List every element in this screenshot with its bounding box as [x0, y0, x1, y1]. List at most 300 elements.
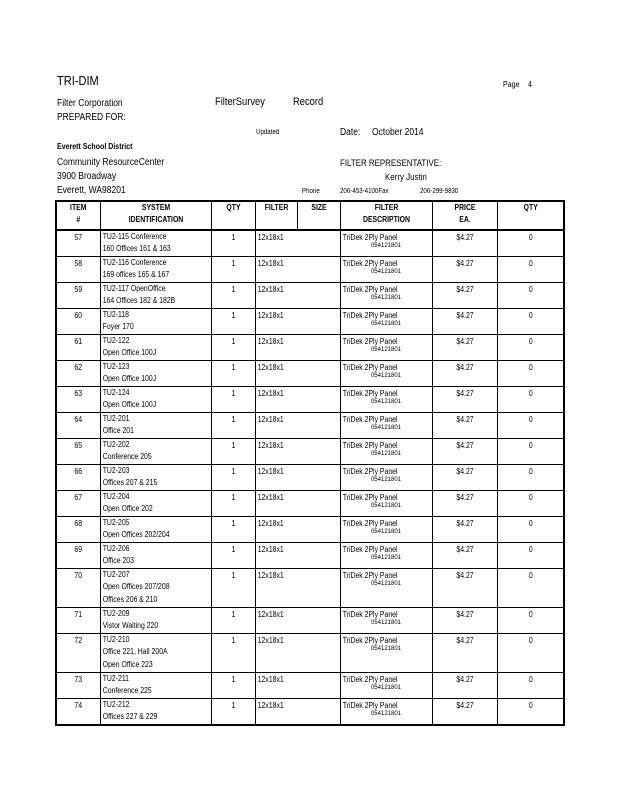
- system-identification: [100, 387, 211, 413]
- phone-label: Phone: [302, 188, 320, 195]
- price-text: $4.27: [455, 636, 474, 645]
- system-line: Conference 225: [102, 686, 152, 696]
- qty-text: 1: [231, 636, 235, 645]
- qty2-text: 0: [528, 467, 533, 476]
- description-text: TriDek 2Ply Panel: [342, 311, 398, 320]
- filter-size: [255, 361, 340, 387]
- filter-size: [255, 608, 340, 634]
- filter-size-text: 12x18x1: [257, 337, 284, 346]
- company-name: TRI-DIM: [57, 73, 99, 88]
- item-number-text: 65: [74, 441, 83, 450]
- price-each: [432, 413, 497, 439]
- col-header-qty2: QTY: [497, 201, 564, 230]
- system-line: TU2-212: [102, 700, 129, 709]
- price-each: [432, 543, 497, 569]
- system-line: Conference 205: [102, 452, 152, 462]
- system-line: Foyer 170: [102, 322, 134, 332]
- item-number-text: 59: [74, 285, 83, 294]
- qty2-text: 0: [528, 675, 533, 684]
- description-code: 054121801: [370, 425, 402, 432]
- col-header-description: FILTER DESCRIPTION: [340, 201, 432, 230]
- date-label: Date:: [340, 127, 361, 138]
- filter-size-text: 12x18x1: [257, 467, 284, 476]
- price-text: $4.27: [455, 493, 474, 502]
- system-line: Office 221, Hall 200A: [102, 647, 168, 657]
- description-code: 054121801: [370, 269, 402, 276]
- qty: [211, 335, 255, 361]
- filter-size: [255, 569, 340, 608]
- qty2-text: 0: [528, 311, 533, 320]
- filter-size: [255, 283, 340, 309]
- item-number: [56, 283, 100, 309]
- system-line: 169 offices 165 & 167: [102, 270, 169, 280]
- qty-text: 1: [231, 545, 235, 554]
- fax-number: 206-299-9830: [420, 188, 459, 195]
- item-number: [56, 335, 100, 361]
- item-number: [56, 309, 100, 335]
- system-line: TU2-202: [102, 440, 129, 449]
- table-row: [56, 257, 564, 283]
- system-line: Offices 207 & 215: [102, 478, 157, 488]
- qty-2: [497, 387, 564, 413]
- filter-description: [340, 634, 432, 673]
- filter-size: [255, 491, 340, 517]
- price-each: [432, 309, 497, 335]
- table-row: [56, 673, 564, 699]
- filter-size: [255, 634, 340, 673]
- item-number-text: 69: [74, 545, 83, 554]
- system-line: 164 Offices 182 & 182B: [102, 296, 175, 306]
- col-header-filter: FILTER: [255, 201, 297, 230]
- item-number: [56, 543, 100, 569]
- filter-size: [255, 309, 340, 335]
- qty2-text: 0: [528, 337, 533, 346]
- price-each: [432, 517, 497, 543]
- description-text: TriDek 2Ply Panel: [342, 363, 398, 372]
- filter-size-text: 12x18x1: [257, 545, 284, 554]
- price-text: $4.27: [455, 285, 474, 294]
- qty: [211, 387, 255, 413]
- price-each: [432, 569, 497, 608]
- system-line: Open Office 223: [102, 659, 153, 669]
- col-header-qty: QTY: [211, 201, 255, 230]
- item-number-text: 60: [74, 311, 83, 320]
- item-number-text: 70: [74, 571, 83, 580]
- date-value: October 2014: [372, 127, 424, 138]
- system-identification: [100, 230, 211, 257]
- rep-name: Kerry Justin: [385, 172, 427, 182]
- item-number: [56, 517, 100, 543]
- qty-text: 1: [231, 519, 235, 528]
- table-row: [56, 335, 564, 361]
- qty: [211, 673, 255, 699]
- filter-size-text: 12x18x1: [257, 610, 284, 619]
- description-code: 054121801: [370, 295, 402, 302]
- qty2-text: 0: [528, 545, 533, 554]
- company-subtitle: Filter Corporation: [57, 98, 123, 109]
- price-each: [432, 230, 497, 257]
- qty: [211, 413, 255, 439]
- price-each: [432, 608, 497, 634]
- item-number: [56, 673, 100, 699]
- filter-size-text: 12x18x1: [257, 519, 284, 528]
- page-number: 4: [528, 80, 532, 89]
- item-number-text: 63: [74, 389, 83, 398]
- item-number: [56, 439, 100, 465]
- price-text: $4.27: [455, 259, 474, 268]
- filter-size: [255, 387, 340, 413]
- survey-title: FilterSurvey: [215, 96, 265, 108]
- qty: [211, 361, 255, 387]
- qty-2: [497, 491, 564, 517]
- table-row: [56, 517, 564, 543]
- item-number-text: 72: [74, 636, 83, 645]
- qty: [211, 283, 255, 309]
- qty-2: [497, 634, 564, 673]
- description-code: 054121801: [370, 620, 402, 627]
- table-row: [56, 230, 564, 257]
- filter-description: [340, 230, 432, 257]
- filter-size-text: 12x18x1: [257, 571, 284, 580]
- qty: [211, 309, 255, 335]
- description-text: TriDek 2Ply Panel: [342, 233, 398, 242]
- item-number-text: 66: [74, 467, 83, 476]
- system-line: TU2-203: [102, 466, 129, 475]
- price-each: [432, 283, 497, 309]
- description-text: TriDek 2Ply Panel: [342, 545, 398, 554]
- qty-2: [497, 335, 564, 361]
- filter-size: [255, 413, 340, 439]
- filter-size-text: 12x18x1: [257, 441, 284, 450]
- description-code: 054121801: [370, 646, 402, 653]
- filter-size: [255, 543, 340, 569]
- price-text: $4.27: [455, 441, 474, 450]
- filter-size-text: 12x18x1: [257, 701, 284, 710]
- description-code: 054121801: [370, 451, 402, 458]
- filter-description: [340, 309, 432, 335]
- description-text: TriDek 2Ply Panel: [342, 259, 398, 268]
- system-identification: [100, 569, 211, 608]
- description-code: 054121801: [370, 503, 402, 510]
- filter-size-text: 12x18x1: [257, 493, 284, 502]
- description-text: TriDek 2Ply Panel: [342, 610, 398, 619]
- system-line: TU2-117 OpenOffice: [102, 284, 166, 293]
- system-line: TU2-123: [102, 362, 129, 371]
- description-code: 054121801: [370, 477, 402, 484]
- filter-description: [340, 517, 432, 543]
- qty-text: 1: [231, 571, 235, 580]
- item-number: [56, 569, 100, 608]
- col-header-price: PRICE EA.: [432, 201, 497, 230]
- description-text: TriDek 2Ply Panel: [342, 415, 398, 424]
- qty-2: [497, 699, 564, 726]
- system-line: Offices 227 & 229: [102, 712, 157, 722]
- filter-description: [340, 543, 432, 569]
- qty-2: [497, 569, 564, 608]
- address-line-3: Everett, WA98201: [57, 185, 126, 196]
- item-number: [56, 257, 100, 283]
- price-text: $4.27: [455, 311, 474, 320]
- address-line-2: 3900 Broadway: [57, 171, 117, 182]
- price-each: [432, 673, 497, 699]
- qty-text: 1: [231, 441, 235, 450]
- qty2-text: 0: [528, 285, 533, 294]
- filter-size: [255, 335, 340, 361]
- description-code: 054121801: [370, 581, 402, 588]
- filter-size: [255, 439, 340, 465]
- table-row: [56, 569, 564, 608]
- item-number-text: 64: [74, 415, 83, 424]
- phone-fax: 206-453-4100Fax: [340, 188, 389, 195]
- description-text: TriDek 2Ply Panel: [342, 389, 398, 398]
- qty-text: 1: [231, 285, 235, 294]
- system-identification: [100, 634, 211, 673]
- qty-text: 1: [231, 337, 235, 346]
- col-header-system: SYSTEM IDENTIFICATION: [100, 201, 211, 230]
- description-text: TriDek 2Ply Panel: [342, 285, 398, 294]
- filter-size-text: 12x18x1: [257, 311, 284, 320]
- item-number-text: 73: [74, 675, 83, 684]
- description-text: TriDek 2Ply Panel: [342, 519, 398, 528]
- system-line: 160 Offices 161 & 163: [102, 244, 171, 254]
- item-number: [56, 465, 100, 491]
- qty-text: 1: [231, 389, 235, 398]
- system-line: Open Offices 207/208: [102, 582, 170, 592]
- filter-description: [340, 465, 432, 491]
- price-text: $4.27: [455, 610, 474, 619]
- item-number-text: 74: [74, 701, 83, 710]
- qty-text: 1: [231, 610, 235, 619]
- filter-description: [340, 569, 432, 608]
- system-line: TU2-122: [102, 336, 129, 345]
- description-text: TriDek 2Ply Panel: [342, 441, 398, 450]
- system-line: TU2-205: [102, 518, 129, 527]
- table-row: [56, 465, 564, 491]
- filter-description: [340, 387, 432, 413]
- qty-2: [497, 283, 564, 309]
- prepared-for-label: PREPARED FOR:: [57, 112, 126, 123]
- system-identification: [100, 699, 211, 726]
- qty-2: [497, 439, 564, 465]
- qty-2: [497, 517, 564, 543]
- system-line: TU2-124: [102, 388, 129, 397]
- filter-size: [255, 230, 340, 257]
- table-row: [56, 543, 564, 569]
- filter-description: [340, 283, 432, 309]
- item-number: [56, 361, 100, 387]
- system-identification: [100, 257, 211, 283]
- price-each: [432, 439, 497, 465]
- table-row: [56, 309, 564, 335]
- item-number-text: 62: [74, 363, 83, 372]
- item-number-text: 61: [74, 337, 83, 346]
- system-line: Open Office 100J: [102, 374, 156, 384]
- qty-2: [497, 361, 564, 387]
- page-label: Page: [503, 80, 520, 89]
- item-number-text: 67: [74, 493, 83, 502]
- description-text: TriDek 2Ply Panel: [342, 467, 398, 476]
- system-identification: [100, 673, 211, 699]
- table-row: [56, 699, 564, 726]
- filter-description: [340, 699, 432, 726]
- item-number-text: 71: [74, 610, 83, 619]
- price-text: $4.27: [455, 467, 474, 476]
- qty: [211, 634, 255, 673]
- table-header-row: [56, 201, 564, 230]
- qty2-text: 0: [528, 571, 533, 580]
- description-text: TriDek 2Ply Panel: [342, 701, 398, 710]
- system-identification: [100, 335, 211, 361]
- description-code: 054121801: [370, 243, 402, 250]
- filter-size-text: 12x18x1: [257, 285, 284, 294]
- qty-2: [497, 543, 564, 569]
- filter-size: [255, 699, 340, 726]
- district-name: Everett School District: [57, 142, 133, 151]
- system-line: Office 201: [102, 426, 134, 436]
- filter-size-text: 12x18x1: [257, 415, 284, 424]
- qty-2: [497, 413, 564, 439]
- qty-2: [497, 257, 564, 283]
- qty2-text: 0: [528, 519, 533, 528]
- qty-2: [497, 230, 564, 257]
- system-identification: [100, 465, 211, 491]
- system-identification: [100, 491, 211, 517]
- address-line-1: Community ResourceCenter: [57, 157, 165, 168]
- system-line: TU2-210: [102, 635, 129, 644]
- system-line: Office 203: [102, 556, 134, 566]
- description-text: TriDek 2Ply Panel: [342, 675, 398, 684]
- table-row: [56, 608, 564, 634]
- price-each: [432, 361, 497, 387]
- qty-text: 1: [231, 415, 235, 424]
- filter-rep-label: FILTER REPRESENTATIVE:: [340, 158, 442, 168]
- qty-text: 1: [231, 233, 235, 242]
- filter-size-text: 12x18x1: [257, 389, 284, 398]
- filter-description: [340, 608, 432, 634]
- qty: [211, 569, 255, 608]
- qty: [211, 491, 255, 517]
- qty2-text: 0: [528, 389, 533, 398]
- qty-2: [497, 309, 564, 335]
- description-text: TriDek 2Ply Panel: [342, 636, 398, 645]
- table-row: [56, 413, 564, 439]
- qty: [211, 517, 255, 543]
- price-text: $4.27: [455, 389, 474, 398]
- filter-size-text: 12x18x1: [257, 233, 284, 242]
- description-code: 054121801: [370, 373, 402, 380]
- table-row: [56, 387, 564, 413]
- item-number-text: 57: [74, 233, 83, 242]
- filter-description: [340, 439, 432, 465]
- updated-label: Updated: [256, 129, 280, 136]
- qty2-text: 0: [528, 636, 533, 645]
- filter-size-text: 12x18x1: [257, 675, 284, 684]
- price-text: $4.27: [455, 233, 474, 242]
- qty2-text: 0: [528, 701, 533, 710]
- qty-2: [497, 673, 564, 699]
- qty2-text: 0: [528, 259, 533, 268]
- description-code: 054121801: [370, 555, 402, 562]
- price-each: [432, 335, 497, 361]
- description-code: 054121801: [370, 529, 402, 536]
- price-each: [432, 634, 497, 673]
- price-text: $4.27: [455, 415, 474, 424]
- system-line: TU2-201: [102, 414, 129, 423]
- qty-text: 1: [231, 701, 235, 710]
- system-line: Open Offices 202/204: [102, 530, 170, 540]
- table-row: [56, 634, 564, 673]
- system-line: TU2-204: [102, 492, 129, 501]
- price-text: $4.27: [455, 337, 474, 346]
- description-text: TriDek 2Ply Panel: [342, 571, 398, 580]
- filter-size: [255, 257, 340, 283]
- qty2-text: 0: [528, 233, 533, 242]
- qty-text: 1: [231, 467, 235, 476]
- description-code: 054121801: [370, 347, 402, 354]
- qty2-text: 0: [528, 441, 533, 450]
- system-line: TU2-206: [102, 544, 129, 553]
- qty: [211, 543, 255, 569]
- col-header-size: SIZE: [297, 201, 340, 230]
- description-text: TriDek 2Ply Panel: [342, 493, 398, 502]
- qty-text: 1: [231, 493, 235, 502]
- filter-description: [340, 673, 432, 699]
- price-text: $4.27: [455, 675, 474, 684]
- system-identification: [100, 283, 211, 309]
- price-each: [432, 491, 497, 517]
- system-identification: [100, 361, 211, 387]
- item-number-text: 58: [74, 259, 83, 268]
- qty: [211, 465, 255, 491]
- system-line: TU2-115 Conference: [102, 232, 166, 241]
- qty: [211, 608, 255, 634]
- qty-2: [497, 608, 564, 634]
- system-identification: [100, 543, 211, 569]
- col-header-item: ITEM #: [56, 201, 100, 230]
- filter-size: [255, 465, 340, 491]
- system-line: TU2-116 Conference: [102, 258, 166, 267]
- item-number: [56, 230, 100, 257]
- item-number: [56, 413, 100, 439]
- item-number: [56, 608, 100, 634]
- system-identification: [100, 439, 211, 465]
- system-line: TU2-118: [102, 310, 129, 319]
- filter-size: [255, 673, 340, 699]
- filter-description: [340, 361, 432, 387]
- qty-text: 1: [231, 311, 235, 320]
- price-text: $4.27: [455, 363, 474, 372]
- price-text: $4.27: [455, 519, 474, 528]
- system-line: TU2-211: [102, 674, 129, 683]
- description-code: 054121801: [370, 711, 402, 718]
- price-each: [432, 465, 497, 491]
- system-line: Offices 206 & 210: [102, 594, 157, 604]
- qty: [211, 257, 255, 283]
- filter-size-text: 12x18x1: [257, 363, 284, 372]
- system-identification: [100, 309, 211, 335]
- filter-description: [340, 413, 432, 439]
- qty-text: 1: [231, 363, 235, 372]
- qty: [211, 230, 255, 257]
- filter-size-text: 12x18x1: [257, 636, 284, 645]
- table-row: [56, 283, 564, 309]
- qty2-text: 0: [528, 363, 533, 372]
- system-identification: [100, 517, 211, 543]
- system-identification: [100, 608, 211, 634]
- table-row: [56, 361, 564, 387]
- price-each: [432, 257, 497, 283]
- price-each: [432, 699, 497, 726]
